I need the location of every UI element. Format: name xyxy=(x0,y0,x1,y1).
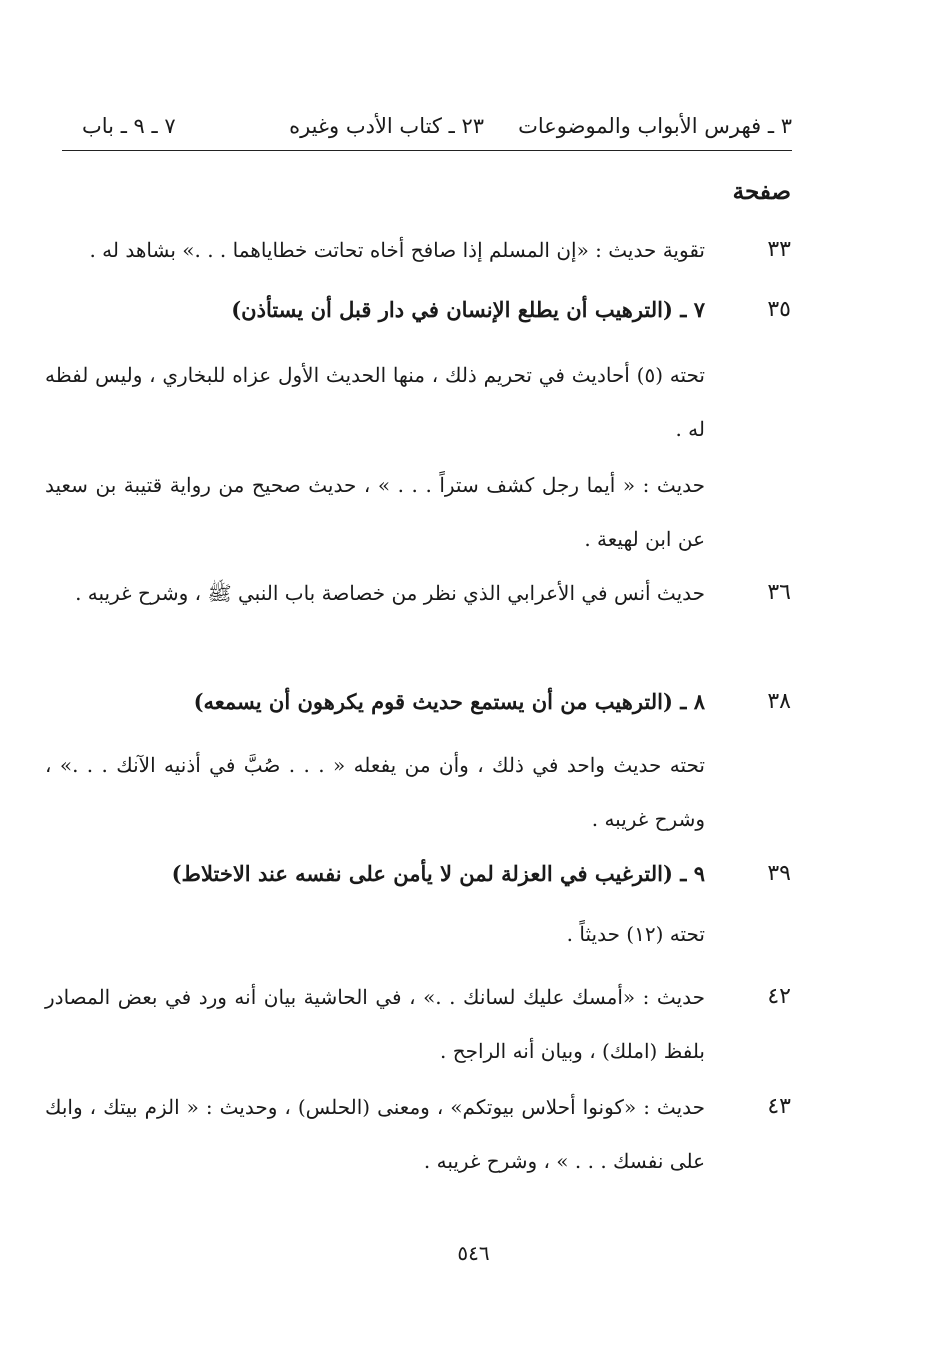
chapter-heading: ٩ ـ (الترغيب في العزلة لمن لا يأمن على نفسه عند الاختلاط) xyxy=(171,861,705,886)
header-section-title: ٣ ـ فهرس الأبواب والموضوعات xyxy=(518,114,792,138)
entry-text: حديث : «أمسك عليك لسانك . .» ، في الحاشية بيان أنه ورد في بعض المصادر بلفظ (املك) ، وبيان أنه الراجح . xyxy=(45,985,705,1063)
entry-page-number: ٣٨ xyxy=(767,689,791,714)
chapter-heading: ٨ ـ (الترهيب من أن يستمع حديث قوم يكرهون أن يسمعه) xyxy=(193,689,705,714)
entry-page-number: ٤٢ xyxy=(767,984,791,1009)
entry-text: حديث : «كونوا أحلاس بيوتكم» ، ومعنى (الحلس) ، وحديث : « الزم بيتك ، وابك على نفسك . . . » ، وشرح غريبه . xyxy=(45,1095,705,1173)
entry-text: حديث : « أيما رجل كشف ستراً . . . » ، حديث صحيح من رواية قتيبة بن سعيد عن ابن لهيعة . xyxy=(45,473,705,551)
page-column-heading: صفحة xyxy=(732,178,791,205)
entry-text: تحته (١٢) حديثاً . xyxy=(566,922,705,946)
header-book-title: ٢٣ ـ كتاب الأدب وغيره xyxy=(289,114,484,138)
chapter-heading: ٧ ـ (الترهيب أن يطلع الإنسان في دار قبل أن يستأذن) xyxy=(231,297,705,322)
entry-text: تقوية حديث : «إن المسلم إذا صافح أخاه تحاتت خطاياهما . . .» بشاهد له . xyxy=(89,238,705,262)
entry-text: تحته حديث واحد في ذلك ، وأن من يفعله « . . . صُبَّ في أذنيه الآنك . . .» ، وشرح غريبه . xyxy=(45,753,705,831)
page-number: ٥٤٦ xyxy=(457,1241,490,1265)
entry-page-number: ٣٥ xyxy=(767,297,791,322)
header-rule xyxy=(62,150,792,151)
running-header xyxy=(62,108,792,144)
entry-page-number: ٣٩ xyxy=(767,861,791,886)
entry-text: حديث أنس في الأعرابي الذي نظر من خصاصة باب النبي ﷺ ، وشرح غريبه . xyxy=(75,581,705,605)
header-chapter-range: ٧ ـ ٩ ـ باب xyxy=(82,114,176,138)
entry-page-number: ٣٦ xyxy=(767,580,791,605)
entry-text: تحته (٥) أحاديث في تحريم ذلك ، منها الحديث الأول عزاه للبخاري ، وليس لفظه له . xyxy=(45,363,705,441)
entry-page-number: ٣٣ xyxy=(767,237,791,262)
entry-page-number: ٤٣ xyxy=(767,1094,791,1119)
